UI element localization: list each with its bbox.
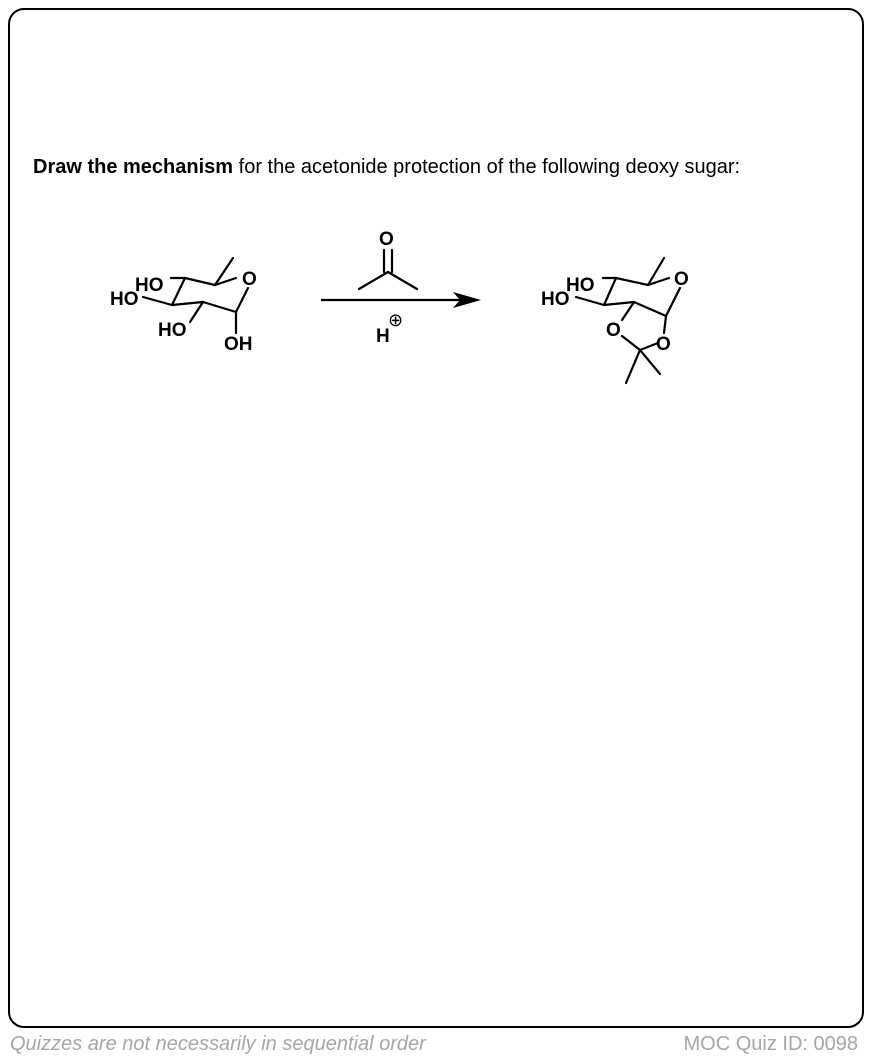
product-acetal-oxygen-1: O [606,320,621,341]
reactant-ho-top: HO [135,275,164,296]
product-ring-oxygen: O [674,269,689,290]
reactant-ho-middle: HO [158,320,187,341]
positive-charge-icon: ⊕ [388,310,404,330]
product-ho-top: HO [566,275,595,296]
footer-quiz-id: MOC Quiz ID: 0098 [683,1033,858,1055]
reaction-arrow [321,292,481,308]
acetone-structure [359,250,417,289]
acetone-oxygen: O [379,229,394,250]
acid-catalyst: H [376,326,390,347]
question-bold: Draw the mechanism [33,156,234,178]
question-rest: for the acetonide protection of the following deoxy sugar: [233,156,741,178]
product-acetal-oxygen-2: O [656,334,671,355]
footer-disclaimer: Quizzes are not necessarily in sequential order [10,1033,426,1055]
reactant-ho-left: HO [110,289,139,310]
reactant-ring-oxygen: O [242,269,257,290]
product-ho-left: HO [541,289,570,310]
reactant-oh-anomeric: OH [224,334,253,355]
